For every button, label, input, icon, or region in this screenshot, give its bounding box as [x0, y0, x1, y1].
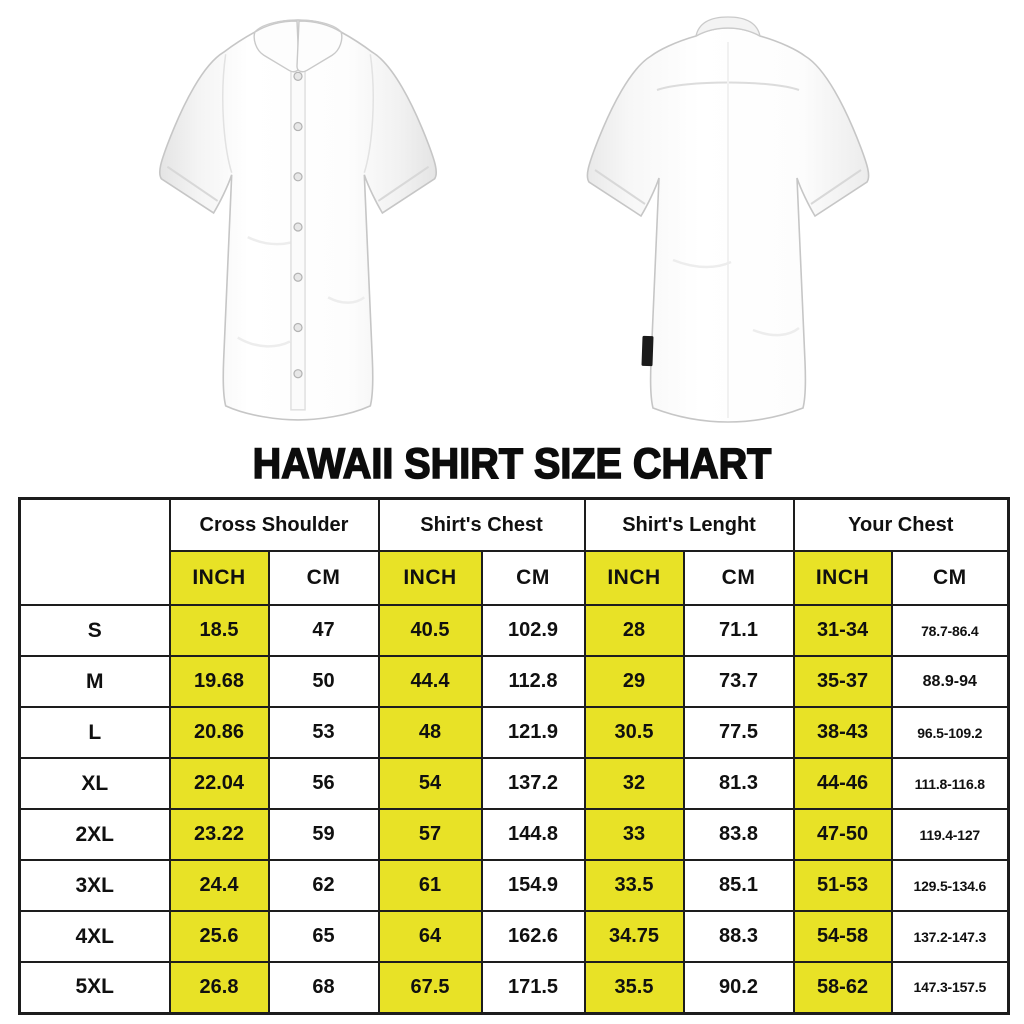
cross-shoulder-inch-value: 19.68 — [170, 656, 269, 707]
your-chest-cm-value: 111.8-116.8 — [892, 758, 1009, 809]
shirts-lenght-cm-value: 81.3 — [684, 758, 794, 809]
cross-shoulder-cm-value: 68 — [269, 962, 379, 1013]
unit-header-cm: CM — [892, 551, 1009, 605]
size-row-4xl — [20, 911, 1009, 962]
size-chart-table — [18, 497, 1010, 1015]
size-label: 2XL — [20, 809, 170, 860]
size-row-2xl — [20, 809, 1009, 860]
front-button — [294, 123, 302, 131]
unit-header-inch: INCH — [379, 551, 482, 605]
cross-shoulder-inch-value: 20.86 — [170, 707, 269, 758]
shirts-lenght-cm-value: 77.5 — [684, 707, 794, 758]
group-header-shirts-chest: Shirt's Chest — [379, 499, 585, 552]
page-title: HAWAII SHIRT SIZE CHART — [252, 439, 772, 488]
front-button — [294, 72, 302, 80]
shirts-chest-inch-value: 64 — [379, 911, 482, 962]
shirts-chest-inch-value: 57 — [379, 809, 482, 860]
front-button — [294, 223, 302, 231]
your-chest-cm-value: 88.9-94 — [892, 656, 1009, 707]
cross-shoulder-inch-value: 22.04 — [170, 758, 269, 809]
group-header-your-chest: Your Chest — [794, 499, 1009, 552]
front-button — [294, 273, 302, 281]
your-chest-inch-value: 31-34 — [794, 605, 892, 656]
shirts-chest-cm-value: 121.9 — [482, 707, 585, 758]
unit-header-inch: INCH — [794, 551, 892, 605]
shirts-lenght-inch-value: 32 — [585, 758, 684, 809]
your-chest-inch-value: 54-58 — [794, 911, 892, 962]
size-table-body — [20, 605, 1009, 1013]
shirts-chest-cm-value: 144.8 — [482, 809, 585, 860]
size-row-m — [20, 656, 1009, 707]
shirts-lenght-inch-value: 33.5 — [585, 860, 684, 911]
your-chest-cm-value: 96.5-109.2 — [892, 707, 1009, 758]
shirt-back-image — [550, 10, 906, 440]
unit-header-inch: INCH — [170, 551, 269, 605]
shirts-lenght-inch-value: 33 — [585, 809, 684, 860]
cross-shoulder-inch-value: 18.5 — [170, 605, 269, 656]
shirts-lenght-cm-value: 73.7 — [684, 656, 794, 707]
your-chest-cm-value: 119.4-127 — [892, 809, 1009, 860]
cross-shoulder-inch-value: 25.6 — [170, 911, 269, 962]
cross-shoulder-cm-value: 50 — [269, 656, 379, 707]
size-corner-cell — [20, 499, 170, 606]
front-button — [294, 323, 302, 331]
cross-shoulder-cm-value: 53 — [269, 707, 379, 758]
front-button-placket — [291, 64, 305, 410]
shirts-chest-inch-value: 67.5 — [379, 962, 482, 1013]
shirts-chest-cm-value: 162.6 — [482, 911, 585, 962]
your-chest-inch-value: 51-53 — [794, 860, 892, 911]
shirts-lenght-inch-value: 28 — [585, 605, 684, 656]
shirts-chest-inch-value: 44.4 — [379, 656, 482, 707]
cross-shoulder-cm-value: 65 — [269, 911, 379, 962]
cross-shoulder-cm-value: 59 — [269, 809, 379, 860]
size-row-3xl — [20, 860, 1009, 911]
front-button — [294, 370, 302, 378]
shirts-chest-cm-value: 102.9 — [482, 605, 585, 656]
shirts-chest-cm-value: 137.2 — [482, 758, 585, 809]
size-row-l — [20, 707, 1009, 758]
unit-header-cm: CM — [482, 551, 585, 605]
shirts-chest-cm-value: 171.5 — [482, 962, 585, 1013]
size-label: 5XL — [20, 962, 170, 1013]
size-label: M — [20, 656, 170, 707]
your-chest-inch-value: 58-62 — [794, 962, 892, 1013]
shirts-lenght-cm-value: 90.2 — [684, 962, 794, 1013]
size-label: S — [20, 605, 170, 656]
cross-shoulder-inch-value: 26.8 — [170, 962, 269, 1013]
shirts-lenght-cm-value: 83.8 — [684, 809, 794, 860]
product-photos — [0, 0, 1024, 445]
shirts-lenght-cm-value: 88.3 — [684, 911, 794, 962]
size-label: 4XL — [20, 911, 170, 962]
shirts-chest-cm-value: 154.9 — [482, 860, 585, 911]
unit-header-cm: CM — [684, 551, 794, 605]
shirts-lenght-cm-value: 71.1 — [684, 605, 794, 656]
shirts-lenght-cm-value: 85.1 — [684, 860, 794, 911]
your-chest-cm-value: 147.3-157.5 — [892, 962, 1009, 1013]
your-chest-inch-value: 47-50 — [794, 809, 892, 860]
your-chest-cm-value: 129.5-134.6 — [892, 860, 1009, 911]
unit-header-inch: INCH — [585, 551, 684, 605]
front-button — [294, 173, 302, 181]
unit-header-cm: CM — [269, 551, 379, 605]
shirts-chest-inch-value: 61 — [379, 860, 482, 911]
size-row-xl — [20, 758, 1009, 809]
shirts-chest-inch-value: 40.5 — [379, 605, 482, 656]
shirts-chest-inch-value: 48 — [379, 707, 482, 758]
size-label: XL — [20, 758, 170, 809]
shirts-chest-cm-value: 112.8 — [482, 656, 585, 707]
cross-shoulder-cm-value: 56 — [269, 758, 379, 809]
size-row-s — [20, 605, 1009, 656]
shirts-lenght-inch-value: 34.75 — [585, 911, 684, 962]
your-chest-cm-value: 137.2-147.3 — [892, 911, 1009, 962]
size-label: 3XL — [20, 860, 170, 911]
back-hem-tag — [641, 336, 653, 366]
cross-shoulder-inch-value: 23.22 — [170, 809, 269, 860]
your-chest-cm-value: 78.7-86.4 — [892, 605, 1009, 656]
shirts-chest-inch-value: 54 — [379, 758, 482, 809]
shirt-front-image — [126, 6, 470, 440]
your-chest-inch-value: 35-37 — [794, 656, 892, 707]
table-group-header-row — [20, 499, 1009, 552]
your-chest-inch-value: 38-43 — [794, 707, 892, 758]
shirts-lenght-inch-value: 29 — [585, 656, 684, 707]
your-chest-inch-value: 44-46 — [794, 758, 892, 809]
shirts-lenght-inch-value: 30.5 — [585, 707, 684, 758]
cross-shoulder-inch-value: 24.4 — [170, 860, 269, 911]
shirts-lenght-inch-value: 35.5 — [585, 962, 684, 1013]
size-row-5xl — [20, 962, 1009, 1013]
group-header-cross-shoulder: Cross Shoulder — [170, 499, 379, 552]
cross-shoulder-cm-value: 47 — [269, 605, 379, 656]
cross-shoulder-cm-value: 62 — [269, 860, 379, 911]
size-label: L — [20, 707, 170, 758]
group-header-shirts-lenght: Shirt's Lenght — [585, 499, 794, 552]
